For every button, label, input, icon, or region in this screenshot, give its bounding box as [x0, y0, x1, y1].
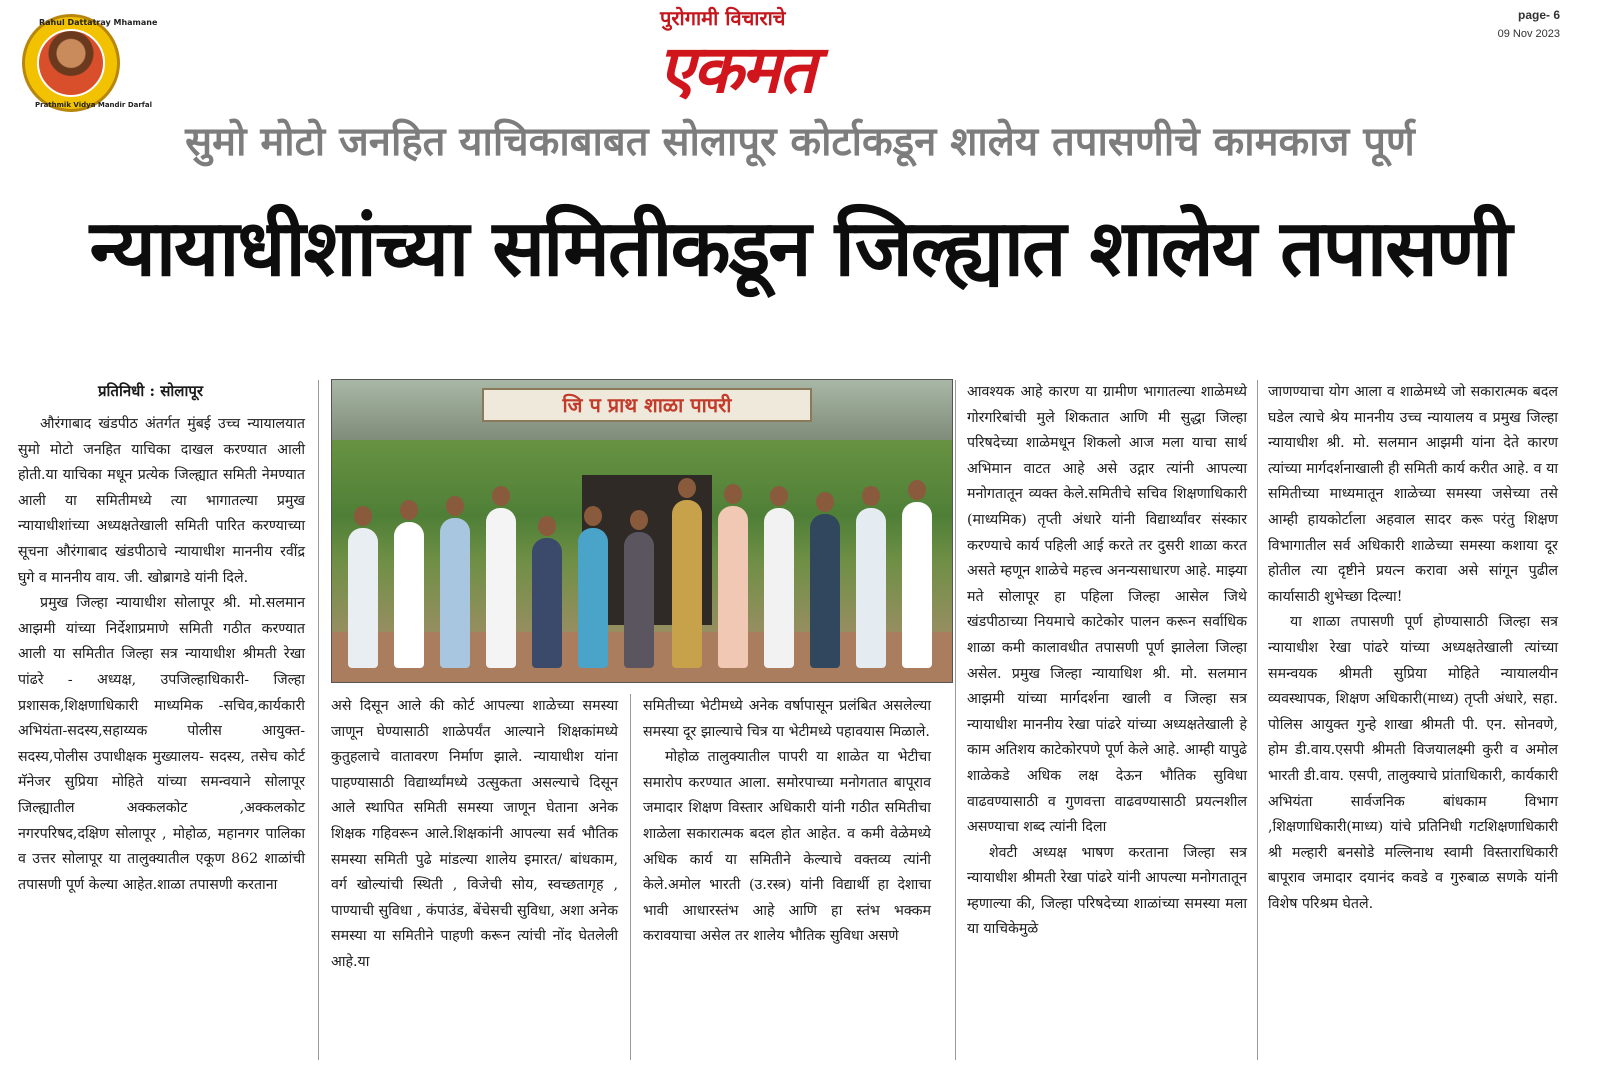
- person-figure: [486, 508, 516, 668]
- page-date: 09 Nov 2023: [1497, 28, 1560, 40]
- sub-headline: सुमो मोटो जनहित याचिकाबाबत सोलापूर कोर्टाकडून शालेय तपासणीचे कामकाज पूर्ण: [185, 119, 1415, 165]
- article-column-5: [1268, 380, 1558, 917]
- person-figure: [672, 500, 702, 668]
- person-figure: [394, 522, 424, 668]
- paragraph: आवश्यक आहे कारण या ग्रामीण भागातल्या शाळेमध्ये गोरगरिबांची मुले शिकतात आणि मी सुद्धा जिल्हा परिषदेच्या शाळेमधून शिकलो आज मला याचा सार्थ अभिमान वाटत आहे असे उद्गार त्यांनी आपल्या मनोगतातून व्यक्त केले.समितीचे सचिव शिक्षणाधिकारी (माध्यमिक) तृप्ती अंधारे यांनी विद्यार्थ्यांवर संस्कार करण्याचे कार्य पहिली आई करते तर दुसरी शाळा करत असते म्हणून शाळेचे महत्त्व अनन्यसाधारण आहे. माझ्या मते सोलापूर हा पहिला जिल्हा आसेल जिथे खंडपीठाच्या नियमाचे काटेकोर पालन करून सर्वाधिक शाळा कमी कालावधीत तपासणी पूर्ण झालेला जिल्हा असेल. प्रमुख जिल्हा न्यायाधिश श्री. मो. सलमान आझमी यांच्या मार्गदर्शना खाली व जिल्हा सत्र न्यायाधीश माननीय रेखा पांढरे यांच्या अध्यक्षतेखाली हे काम अतिशय काटेकोरपणे पूर्ण केले आहे. आम्ही यापुढे शाळेकडे अधिक लक्ष देऊन भौतिक सुविधा वाढवण्यासाठी व गुणवत्ता वाढवण्यासाठी प्रयत्नशील असण्याचा शब्द त्यांनी दिला: [967, 384, 1247, 836]
- person-figure: [440, 518, 470, 668]
- person-figure: [856, 508, 886, 668]
- paragraph: मोहोळ तालुक्यातील पापरी या शाळेत या भेटीचा समारोप करण्यात आला. समोरपाच्या मनोगतात बापूराव जमादार शिक्षण विस्तार अधिकारी यांनी गठीत समितीचा शाळेला सकारात्मक बदल होत आहेत. व कमी वेळेमध्ये अधिक कार्य या समितीने केल्याचे वक्तव्य त्यांनी केले.अमोल भारती (उ.रस्त्र) यांनी विद्यार्थी हा देशाचा भावी आधारस्तंभ आहे आणि हा स्तंभ भक्कम करावयाचा असेल तर शालेय भौतिक सुविधा असणे: [643, 749, 931, 945]
- paragraph: जाणण्याचा योग आला व शाळेमध्ये जो सकारात्मक बदल घडेल त्याचे श्रेय माननीय उच्च न्यायालय व प्रमुख जिल्हा न्यायाधीश श्री. मो. सलमान आझमी यांना देते कारण त्यांच्या मार्गदर्शनाखाली ही समिती कार्य करीत आहे. व या समितीच्या माध्यमातून शाळेच्या समस्या जसेच्या तसे आम्ही हायकोर्टाला अहवाल सादर करू परंतु शिक्षण विभागातील सर्व अधिकारी शाळेच्या समस्या कशाया दूर होतील त्या दृष्टीने प्रयत्न करावा असे सांगून पुढील कार्यासाठी शुभेच्छा दिल्या!: [1268, 384, 1558, 605]
- masthead-title: एकमत: [658, 31, 815, 108]
- person-figure: [348, 528, 378, 668]
- badge-name: Rahul Dattatray Mhamane: [39, 18, 158, 27]
- paragraph: औरंगाबाद खंडपीठ अंतर्गत मुंबई उच्च न्यायालयात सुमो मोटो जनहित याचिका दाखल करण्यात आली होती.या याचिका मधून प्रत्येक जिल्ह्यात समिती नेमण्यात आली या समितीमध्ये त्या भागातल्या प्रमुख न्यायाधीशांच्या अध्यक्षतेखाली समिती पारित करण्याच्या सूचना औरंगाबाद खंडपीठाचे न्यायाधीश माननीय रवींद्र घुगे व माननीय वाय. जी. खोब्रागडे यांनी दिले.: [18, 416, 305, 586]
- author-badge: [22, 14, 158, 112]
- main-headline: न्यायाधीशांच्या समितीकडून जिल्ह्यात शालेय तपासणी: [89, 204, 1511, 294]
- paragraph: प्रमुख जिल्हा न्यायाधीश सोलापूर श्री. मो.सलमान आझमी यांच्या निर्देशाप्रमाणे समिती गठीत करण्यात आली या समितीत जिल्हा सत्र न्यायाधीश श्रीमती रेखा पांढरे - अध्यक्ष, उपजिल्हाधिकारी- जिल्हा प्रशासक,शिक्षणाधिकारी माध्यमिक -सचिव,कार्यकारी अभियंता-सदस्य,सहाय्यक पोलीस आयुक्त- सदस्य,पोलीस उपाधीक्षक मुख्यालय- सदस्य, तसेच कोर्ट मॅनेजर सुप्रिया मोहिते यांच्या समन्वयाने सोलापूर जिल्ह्यातील अक्कलकोट ,अक्कलकोट नगरपरिषद,दक्षिण सोलापूर , मोहोळ, महानगर पालिका व उत्तर सोलापूर या तालुक्यातील एकूण 862 शाळांची तपासणी पूर्ण केल्या आहेत.शाळा तपासणी करताना: [18, 595, 305, 893]
- person-figure: [810, 514, 840, 668]
- paragraph: असे दिसून आले की कोर्ट आपल्या शाळेच्या समस्या जाणून घेण्यासाठी शाळेपर्यंत आल्याने शिक्षकांमध्ये कुतुहलाचे वातावरण निर्माण झाले. न्यायाधीश यांना पाहण्यासाठी विद्यार्थ्यांमध्ये उत्सुकता असल्याचे दिसून आले स्थापित समिती समस्या जाणून घेताना अनेक शिक्षक गहिवरून आले.शिक्षकांनी आपल्या सर्व भौतिक समस्या समिती पुढे मांडल्या शालेय इमारत/ बांधकाम, वर्ग खोल्यांची स्थिती , विजेची सोय, स्वच्छतागृह , पाण्याची सुविधा , कंपाउंड, बेंचेसची सुविधा, अशा अनेक समस्या या समितीने पाहणी करून त्यांची नोंद घेतलेली आहे.या: [331, 698, 618, 970]
- paragraph: या शाळा तपासणी पूर्ण होण्यासाठी जिल्हा सत्र न्यायाधीश रेखा पांढरे यांच्या अध्यक्षतेखाली त्यांच्या समन्वयक श्रीमती सुप्रिया मोहिते न्यायालयीन व्यवस्थापक, शिक्षण अधिकारी(माध्य) तृप्ती अंधारे, सहा. पोलिस आयुक्त गुन्हे शाखा श्रीमती पी. एन. सोनवणे, होम डी.वाय.एसपी श्रीमती विजयालक्ष्मी कुरी व अमोल भारती डी.वाय. एसपी, तालुक्याचे प्रांताधिकारी, कार्यकारी अभियंता सार्वजनिक बांधकाम विभाग ,शिक्षणाधिकारी(माध्य) यांचे प्रतिनिधी गटशिक्षणाधिकारी श्री मल्हारी बनसोडे मल्लिनाथ स्वामी विस्ताराधिकारी बापूराव जमादार दयानंद कवडे व गुरुबाळ सणके यांनी विशेष परिश्रम घेतले.: [1268, 614, 1558, 912]
- person-figure: [578, 528, 608, 668]
- photo-signboard: जि प प्राथ शाळा पापरी: [482, 388, 812, 422]
- person-figure: [764, 508, 794, 668]
- column-divider: [955, 380, 956, 1060]
- event-photo: [331, 379, 953, 683]
- person-figure: [718, 506, 748, 668]
- person-figure: [624, 532, 654, 668]
- paragraph: समितीच्या भेटीमध्ये अनेक वर्षापासून प्रलंबित असलेल्या समस्या दूर झाल्याचे चित्र या भेटीमध्ये पहावयास मिळाले.: [643, 698, 931, 740]
- column-divider: [1257, 380, 1258, 1060]
- person-figure: [902, 502, 932, 668]
- person-figure: [532, 538, 562, 668]
- article-column-1: [18, 412, 305, 898]
- article-column-3: [643, 694, 931, 950]
- page-number: page- 6: [1517, 8, 1560, 22]
- paragraph: शेवटी अध्यक्ष भाषण करताना जिल्हा सत्र न्यायाधीश श्रीमती रेखा पांढरे यांनी आपल्या मनोगतातून म्हणाल्या की, जिल्हा परिषदेच्या शाळांच्या समस्या मला या याचिकेमुळे: [967, 844, 1247, 938]
- article-column-4: [967, 380, 1247, 943]
- column-divider: [630, 694, 631, 1060]
- article-column-2: [331, 694, 618, 976]
- portrait-image: [37, 29, 105, 97]
- byline: प्रतिनिधी : सोलापूर: [98, 382, 204, 400]
- badge-school: Prathmik Vidya Mandir Darfal: [35, 101, 152, 109]
- masthead-kicker: पुरोगामी विचाराचे: [660, 6, 786, 30]
- column-divider: [318, 380, 319, 1060]
